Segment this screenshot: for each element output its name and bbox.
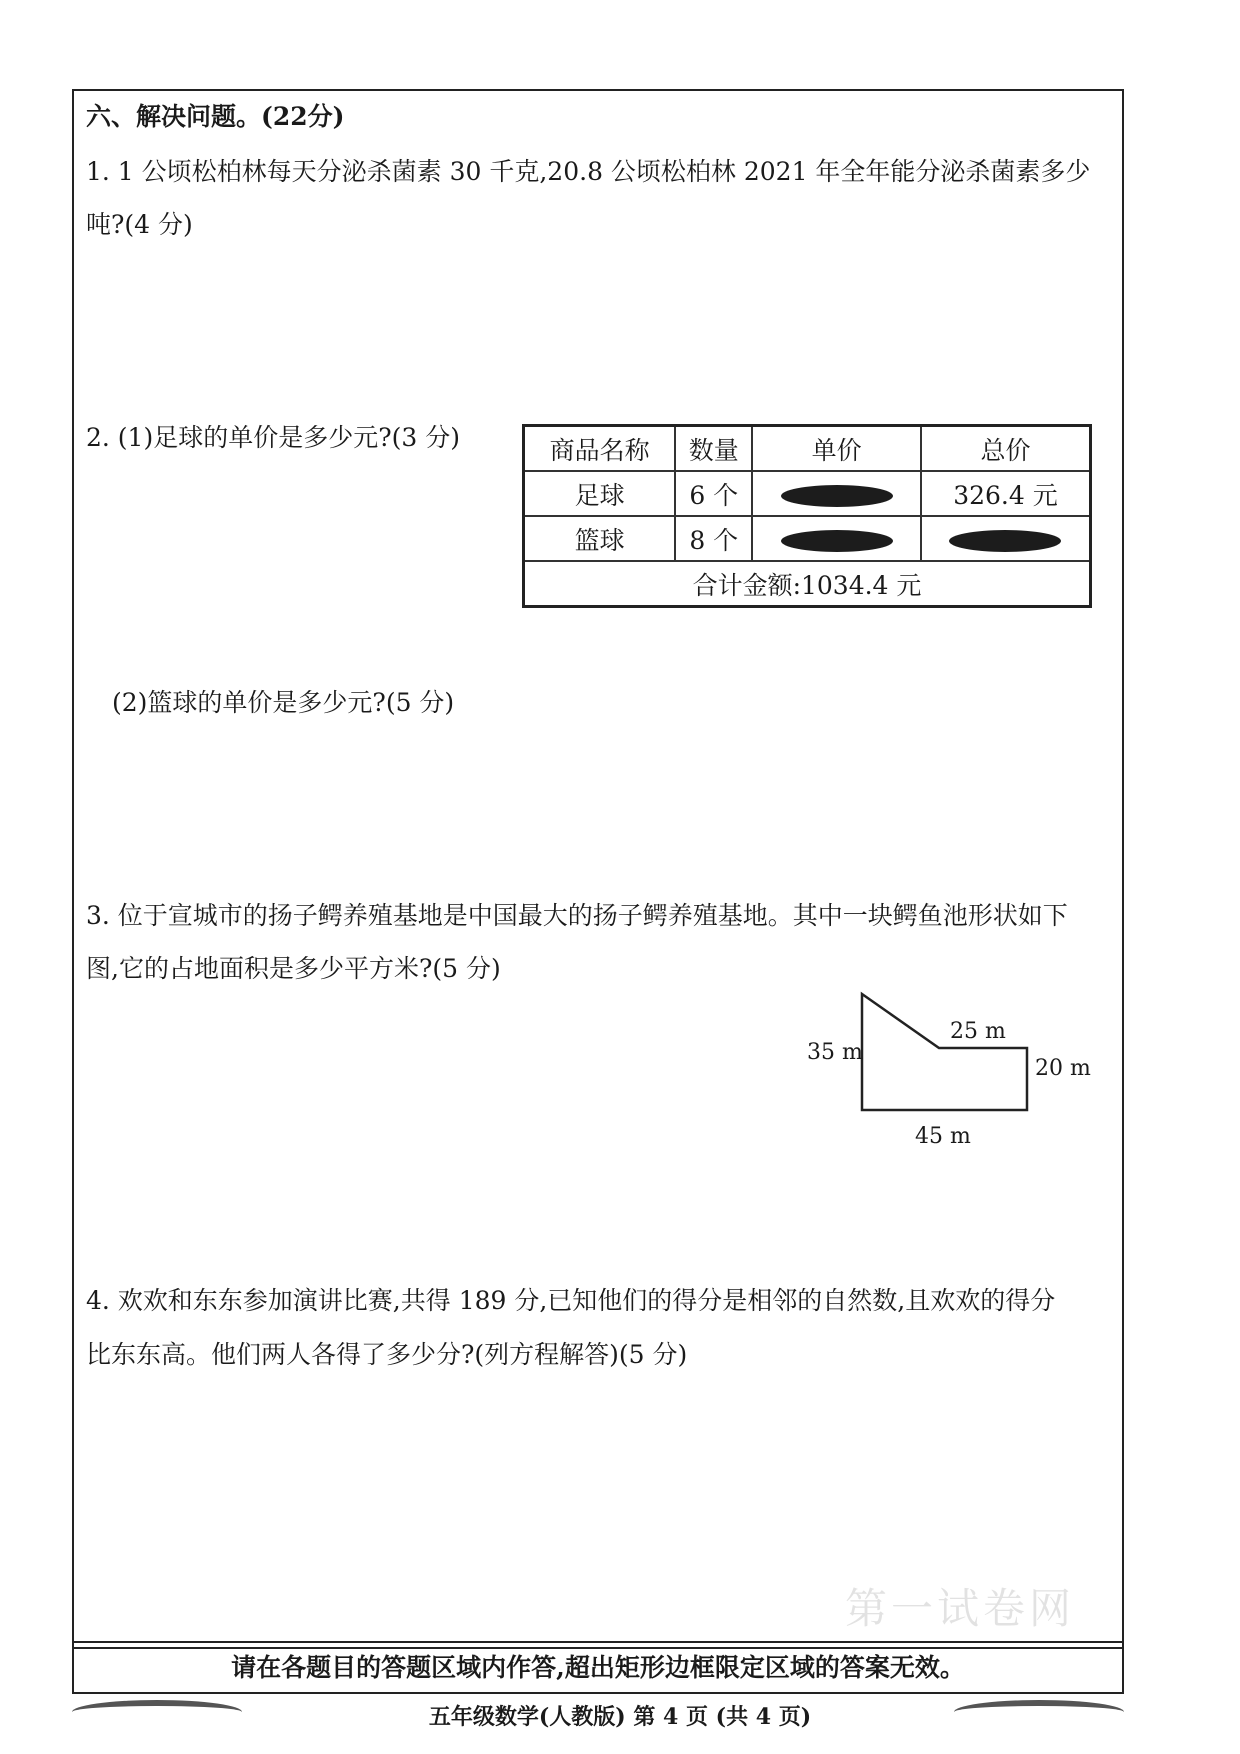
row-qty: 6 个 <box>675 471 752 516</box>
table-footer: 合计金额:1034.4 元 <box>524 561 1091 607</box>
pond-figure <box>780 980 1120 1160</box>
header-name: 商品名称 <box>524 426 676 472</box>
label-top: 25 m <box>950 1019 1006 1044</box>
header-qty: 数量 <box>675 426 752 472</box>
header-unit-price: 单价 <box>752 426 921 472</box>
table-footer-row <box>524 561 1091 607</box>
ink-blot <box>949 530 1061 552</box>
q1-line1: 1. 1 公顷松柏林每天分泌杀菌素 30 千克,20.8 公顷松柏林 2021 年全年能分泌杀菌素多少 <box>86 157 1091 186</box>
header-total: 总价 <box>921 426 1091 472</box>
notice-text: 请在各题目的答题区域内作答,超出矩形边框限定区域的答案无效。 <box>231 1653 965 1682</box>
watermark: 第一试卷网 <box>845 1584 1076 1633</box>
row-name: 篮球 <box>524 516 676 561</box>
label-left: 35 m <box>807 1040 863 1065</box>
q3-line1: 3. 位于宣城市的扬子鳄养殖基地是中国最大的扬子鳄养殖基地。其中一块鳄鱼池形状如下 <box>86 901 1068 930</box>
row-total: 326.4 元 <box>921 471 1091 516</box>
table-header-row <box>524 426 1091 472</box>
row-total <box>921 516 1091 561</box>
ink-blot <box>781 530 893 552</box>
label-bottom: 45 m <box>915 1124 971 1149</box>
table-row <box>524 516 1091 561</box>
q2-part2: (2)篮球的单价是多少元?(5 分) <box>112 688 455 717</box>
notice-box <box>72 1641 1124 1694</box>
page-footer: 五年级数学(人教版) 第 4 页 (共 4 页) <box>428 1704 812 1730</box>
table-row <box>524 471 1091 516</box>
ink-blot <box>781 485 893 507</box>
row-name: 足球 <box>524 471 676 516</box>
q3-line2: 图,它的占地面积是多少平方米?(5 分) <box>86 954 501 983</box>
q4-line2: 比东东高。他们两人各得了多少分?(列方程解答)(5 分) <box>86 1340 688 1369</box>
q4-line1: 4. 欢欢和东东参加演讲比赛,共得 189 分,已知他们的得分是相邻的自然数,且欢欢的得分 <box>86 1286 1056 1315</box>
label-right: 20 m <box>1035 1056 1091 1081</box>
answer-frame <box>72 89 1124 1649</box>
row-qty: 8 个 <box>675 516 752 561</box>
goods-table <box>522 424 1092 608</box>
row-unit-price <box>752 471 921 516</box>
section-title: 六、解决问题。(22分) <box>86 102 345 131</box>
q1-line2: 吨?(4 分) <box>86 210 193 239</box>
row-unit-price <box>752 516 921 561</box>
q2-part1: 2. (1)足球的单价是多少元?(3 分) <box>86 423 460 452</box>
pond-outline <box>862 994 1027 1110</box>
